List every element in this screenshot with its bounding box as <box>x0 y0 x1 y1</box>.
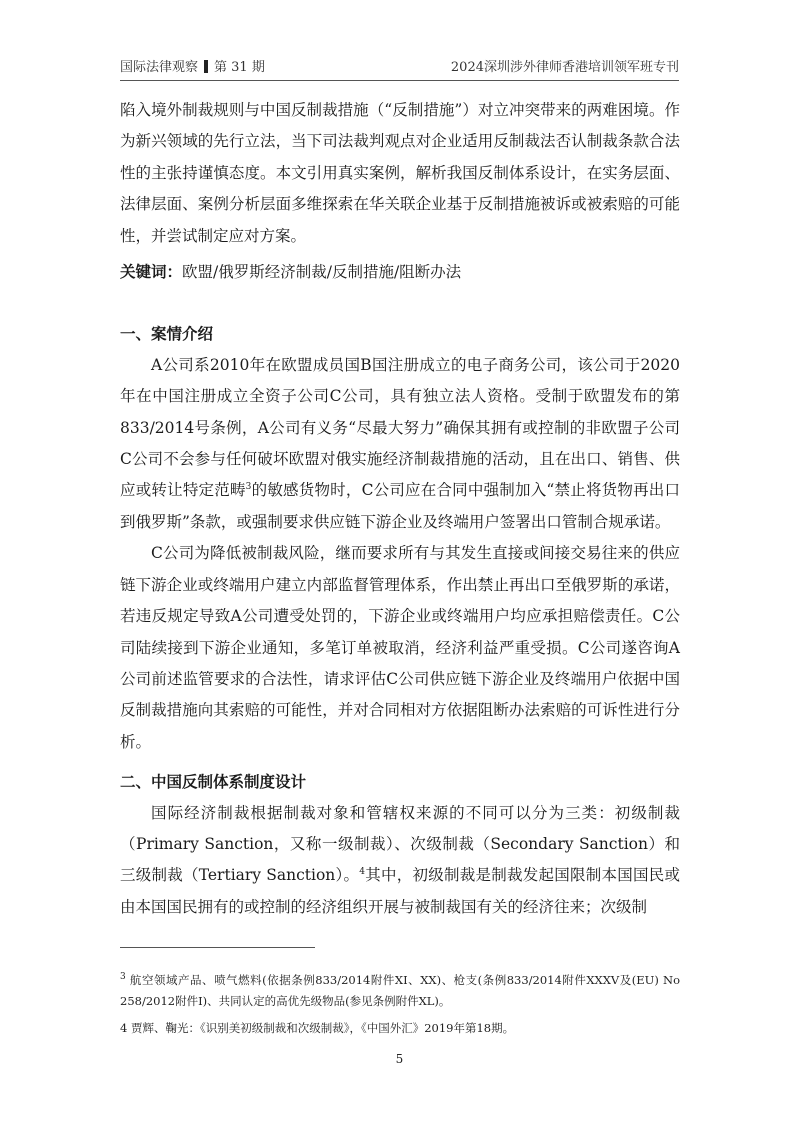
footnote-divider <box>120 947 315 948</box>
section2-paragraph-1 <box>120 798 680 924</box>
section-heading-2: 二、中国反制体系制度设计 <box>120 772 307 792</box>
section2-p1-part-a: 国际经济制裁根据制裁对象和管辖权来源的不同可以分为三类：初级制裁（Primary Sanction，又称一级制裁）、次级制裁（Secondary Sanction）和三级制裁（Tertiary Sanction）。 <box>120 803 680 885</box>
section1-paragraph-1 <box>120 350 680 538</box>
keywords-text: 欧盟/俄罗斯经济制裁/反制措施/阻断办法 <box>182 263 462 282</box>
header-journal <box>120 56 265 75</box>
section1-p1-part-a: A公司系2010年在欧盟成员国B国注册成立的电子商务公司，该公司于2020年在中国注册成立全资子公司C公司，具有独立法人资格。受制于欧盟发布的第833/2014号条例，A公司有义务“尽最大努力”确保其拥有或控制的非欧盟子公司C公司不会参与任何破坏欧盟对俄实施经济制裁措施的活动，且在出口、销售、供应或转让特定范畴 <box>120 355 680 500</box>
keywords-label: 关键词： <box>120 262 183 282</box>
section1-p1-part-b: 的敏感货物时，C公司应在合同中强制加入“禁止将货物再出口到俄罗斯”条款，或强制要求供应链下游企业及终端用户签署出口管制合规承诺。 <box>120 481 680 531</box>
abstract-continuation: 陷入境外制裁规则与中国反制裁措施（“反制措施”）对立冲突带来的两难困境。作为新兴领域的先行立法，当下司法裁判观点对企业适用反制裁法否认制裁条款合法性的主张持谨慎态度。本文引用真实案例，解析我国反制体系设计，在实务层面、法律层面、案例分析层面多维探索在华关联企业基于反制措施被诉或被索赔的可能性，并尝试制定应对方案。 <box>120 101 680 245</box>
main-content <box>120 95 680 923</box>
header-special-issue: 2024深圳涉外律师香港培训领军班专刊 <box>450 60 679 75</box>
footnotes <box>120 970 680 1039</box>
section2-p1-part-b: 其中，初级制裁是制裁发起国限制本国国民或由本国国民拥有的或控制的经济组织开展与被制裁国有关的经济往来；次级制 <box>120 866 680 916</box>
footnote-ref-3: 3 <box>245 482 252 493</box>
footnote-3 <box>120 970 680 1012</box>
header-issue: 第 31 期 <box>214 60 265 75</box>
header-journal-name: 国际法律观察 <box>120 60 199 75</box>
footnote-ref-4: 4 <box>359 867 365 878</box>
header-separator-bar <box>204 60 208 73</box>
section1-paragraph-2: C公司为降低被制裁风险，继而要求所有与其发生直接或间接交易往来的供应链下游企业或终端用户建立内部监督管理体系，作出禁止再出口至俄罗斯的承诺，若违反规定导致A公司遭受处罚的，下游企业或终端用户均应承担赔偿责任。C公司陆续接到下游企业通知，多笔订单被取消，经济利益严重受损。C公司遂咨询A公司前述监管要求的合法性，请求评估C公司供应链下游企业及终端用户依据中国反制裁措施向其索赔的可能性，并对合同相对方依据阻断办法索赔的可诉性进行分析。 <box>120 544 680 751</box>
keywords <box>120 256 680 288</box>
page-number: 5 <box>395 1052 404 1066</box>
footnote-4: 4 贾辉、鞠光：《识别美初级制裁和次级制裁》，《中国外汇》2019年第18期。 <box>120 1021 515 1035</box>
header-divider <box>120 80 679 81</box>
footnote-3-text: 航空领域产品、喷气燃料(依据条例833/2014附件XI、XX)、枪支(条例833/2014附件XXXV及(EU) No 258/2012附件I)、共同认定的高优先级物品(参见条例附件XL)。 <box>120 973 681 1008</box>
section-heading-1: 一、案情介绍 <box>120 324 214 344</box>
footnote-3-mark: 3 <box>120 972 126 983</box>
